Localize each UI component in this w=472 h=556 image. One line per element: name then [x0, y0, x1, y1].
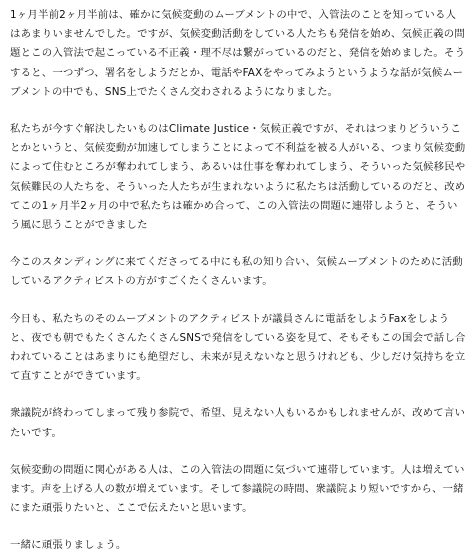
paragraph-5: 衆議院が終わってしまって残り参院で、希望、見えない人もいるかもしれませんが、改めて言いたいです。 — [10, 407, 466, 439]
paragraph-7: 一緒に頑張りましょう。 — [10, 539, 127, 552]
paragraph-6: 気候変動の問題に関心がある人は、この入管法の問題に気づいて連帯しています。人は増えています。声を上げる人の数が増えています。そして参議院の時間、衆議院より短いですから、一緒にまた頑張りたいと、ここで伝えたいと思います。 — [10, 463, 465, 515]
document-body — [10, 6, 466, 556]
paragraph-3: 今このスタンディングに来てくださってる中にも私の知り合い、気候ムーブメントのために活動しているアクティビストの方がすごくたくさんいます。 — [10, 256, 463, 288]
paragraph-1: 1ヶ月半前2ヶ月半前は、確かに気候変動のムーブメントの中で、入管法のことを知っている人はあまりいませんでした。ですが、気候変動活動をしている人たちも発信を始め、気候正義の問題とこの入管法で起こっている不正義・理不尽は繋がっているのだと、発信を始めました。そうすると、一つずつ、署名をしようだとか、電話やFAXをやってみようというような話が気候ムーブメントの中でも、SNS上でたくさん交わされるようになりました。 — [10, 9, 466, 98]
paragraph-4: 今日も、私たちのそのムーブメントのアクティビストが議員さんに電話をしようFaxをしようと、夜でも朝でもたくさんたくさんSNSで発信をしている姿を見て、そもそもこの国会で話し合われていることはあまりにも絶望だし、未来が見えないなと思うけれども、少しだけ気持ちを立て直すことができています。 — [10, 312, 466, 383]
paragraph-2: 私たちが今すぐ解決したいものはClimate Justice・気候正義ですが、それはつまりどういうことかというと、気候変動が加速してしまうことによって不利益を被る人がいる、つまり気候変動によって住むところが奪われてしまう、あるいは仕事を奪われてしまう、そういった気候移民や気候難民の人たちを、そういった人たちが生まれないように私たちは活動しているのだと、改めてこの1ヶ月半2ヶ月の中で私たちは確かめ合って、この入管法の問題に連帯しようと、そういう風に思うことができました — [10, 123, 466, 232]
